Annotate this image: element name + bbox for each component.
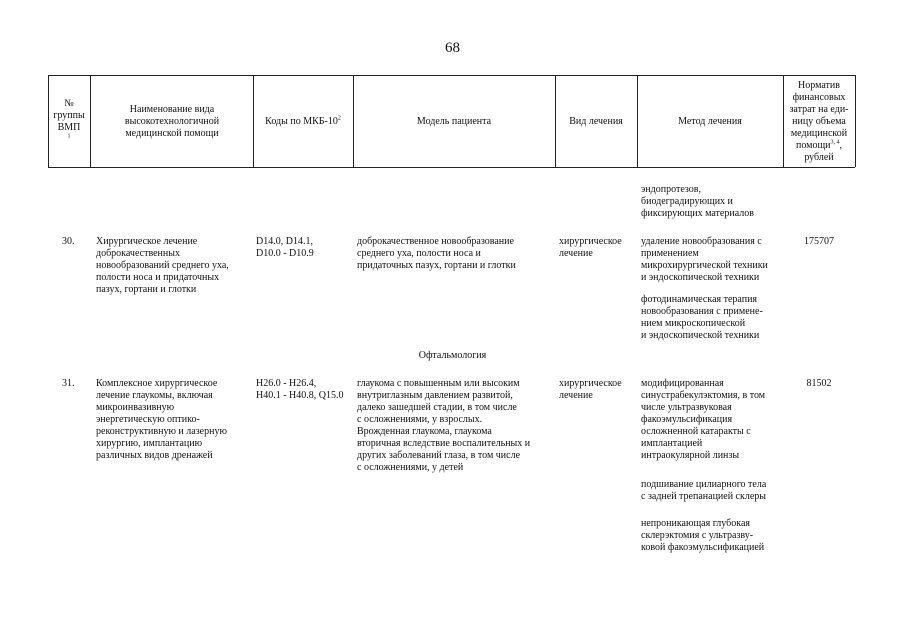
row-31-cost-norm: 81502 <box>806 378 832 389</box>
row-30-care-name: Хирургическое лечение доброкачественных новообразований среднего уха, полости носа и придаточных пазух, гортани и глотки <box>96 236 229 295</box>
row-30-treatment-type: хирургическое лечение <box>559 236 622 259</box>
header-care-type-name: Наименование вида высокотехнологичной медицинской помощи <box>124 104 220 139</box>
row-31-number: 31. <box>62 378 75 389</box>
row-31-patient-model: глаукома с повышенным или высоким внутриглазным давлением развитой, далеко зашедшей стадии, в том числе с осложнениями, у взрослых. Врожденная глаукома, глаукома вторичная вследствие воспалительных и других заболеваний глаза, в том числе с осложнениями, у детей <box>357 378 531 473</box>
column-divider <box>555 75 556 167</box>
section-title: Офтальмология <box>418 350 487 361</box>
column-divider <box>253 75 254 167</box>
row-30-icd-codes: D14.0, D14.1, D10.0 - D10.9 <box>256 236 314 259</box>
column-divider <box>48 75 49 167</box>
page-number: 68 <box>445 40 460 56</box>
header-patient-model: Модель пациента <box>416 116 492 127</box>
table-top-rule <box>48 75 855 76</box>
header-group-number: № группы ВМП $^1$ <box>53 98 85 140</box>
row-30-method-1: удаление новообразования с применением микрохирургической техники и эндоскопической техники <box>641 236 768 283</box>
column-divider <box>855 75 856 167</box>
row-31-treatment-type: хирургическое лечение <box>559 378 622 401</box>
row-30-method-2: фотодинамическая терапия новообразования с примене- нием микроскопической и эндоскопической техники <box>641 294 763 341</box>
row-31-method-1: модифицированная синустрабекулэктомия, в том числе ультразвуковая факоэмульсификация осложненной катаракты с имплантацией интраокулярной линзы <box>641 378 766 461</box>
column-divider <box>783 75 784 167</box>
row-31-icd-codes: H26.0 - H26.4, H40.1 - H40.8, Q15.0 <box>256 378 344 401</box>
row-31-method-2: подшивание цилиарного тела с задней трепанацией склеры <box>641 479 767 502</box>
row-30-cost-norm: 175707 <box>804 236 834 247</box>
row-30-patient-model: доброкачественное новообразование среднего уха, полости носа и придаточных пазух, гортани и глотки <box>357 236 516 271</box>
header-treatment-type: Вид лечения <box>569 116 623 127</box>
header-treatment-method: Метод лечения <box>678 116 742 127</box>
column-divider <box>353 75 354 167</box>
row-31-care-name: Комплексное хирургическое лечение глаукомы, включая микроинвазивную энергетическую оптико- реконструктивную и лазерную хирургию, имплантацию различных видов дренажей <box>96 378 227 461</box>
column-divider <box>637 75 638 167</box>
column-divider <box>90 75 91 167</box>
row-30-number: 30. <box>62 236 75 247</box>
row-31-method-3: непроникающая глубокая склерэктомия с ультразву- ковой факоэмульсификацией <box>641 518 765 553</box>
header-cost-norm: Норматив финансовых затрат на еди- ницу объема медицинской помощи$^{3, 4}$, рублей <box>789 80 849 163</box>
table-header-bottom-rule <box>48 167 855 168</box>
header-icd-codes: Коды по МКБ-$10^2$ <box>265 115 341 127</box>
continuation-method-text: эндопротезов, биодеградирующих и фиксирующих материалов <box>641 184 754 219</box>
